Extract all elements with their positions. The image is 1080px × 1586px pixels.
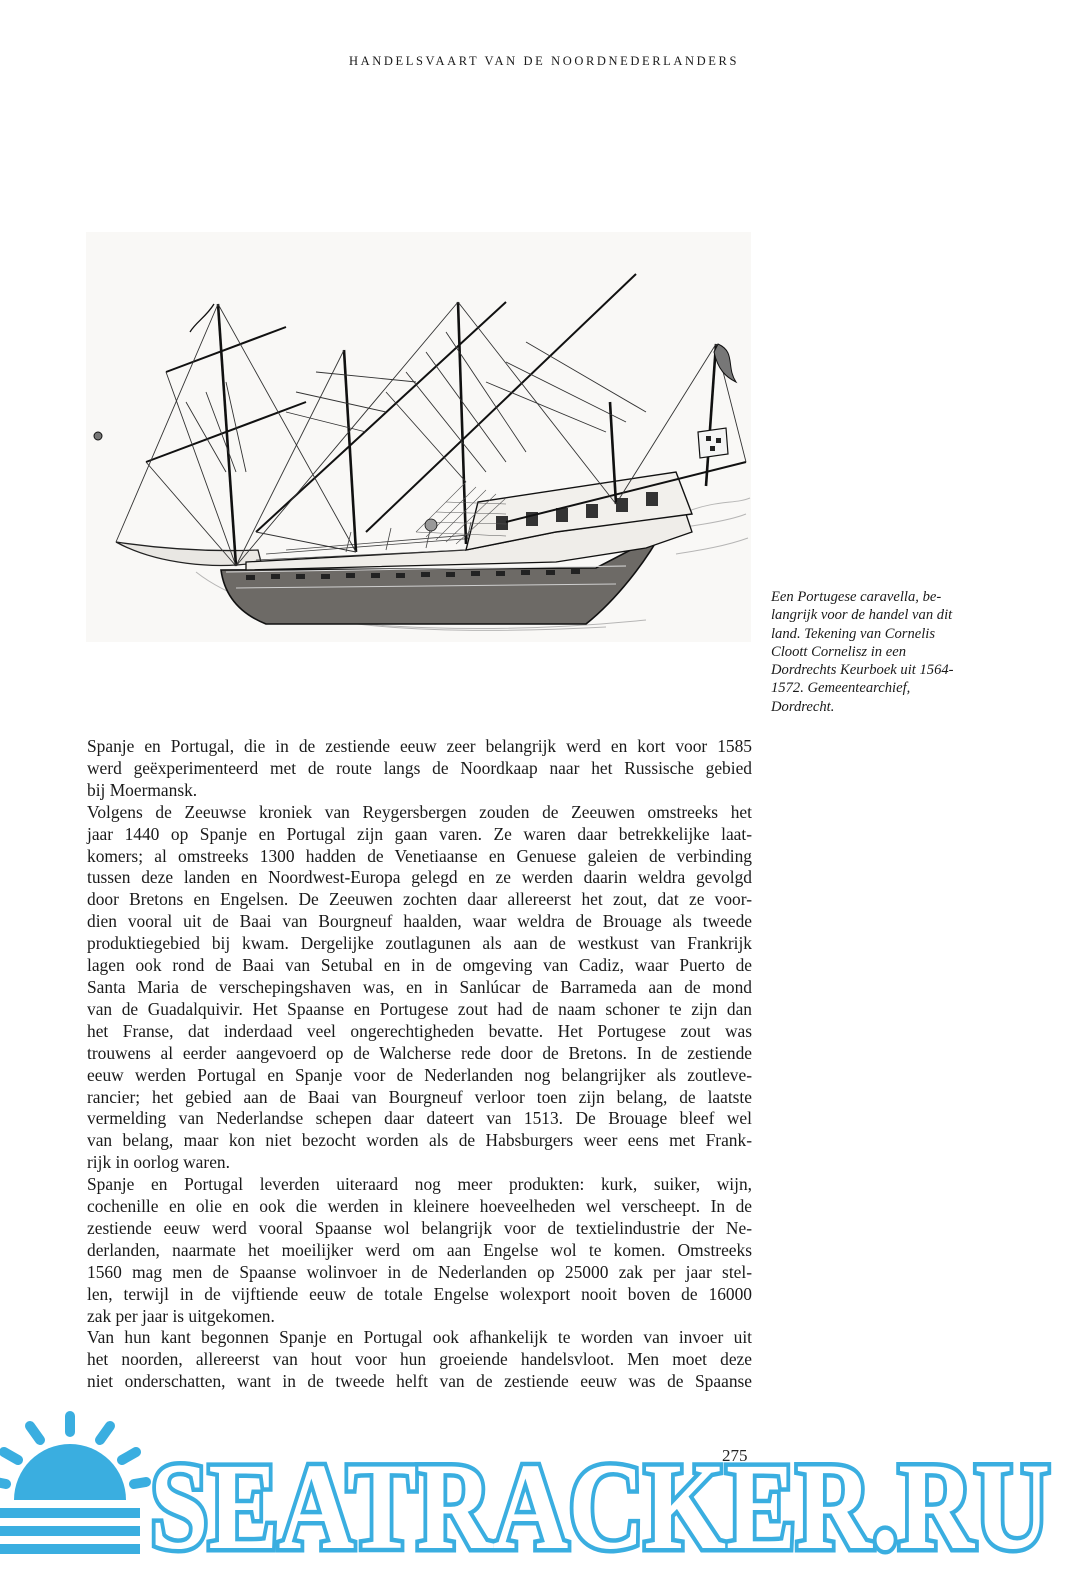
caption-line: Dordrecht. [771,698,835,715]
body-line: rancier; het gebied aan de Baai van Bourgneuf verloor toen zijn belang, de laatste [87,1086,752,1107]
body-line: komers; al omstreeks 1300 hadden de Venetiaanse en Genuese galeien de verbinding [87,845,752,866]
body-line: produktiegebied bij kwam. Dergelijke zoutlagunen als aan de westkust van Frankrijk [87,933,752,954]
body-line: van de Guadalquivir. Het Spaanse en Portugese zout had de naam schoner te zijn dan [87,998,752,1019]
body-line: lagen ook rond de Baai van Setubal en in de omgeving van Cadiz, waar Puerto de [87,955,752,976]
figure-caption [771,588,1016,716]
body-line: het Franse, dat inderdaad veel ongerechtigheden bevatte. Het Portugese zout was [87,1020,752,1041]
body-line: zestiende eeuw werd vooral Spaanse wol belangrijk voor de textielindustrie der Ne- [87,1217,752,1238]
caption-line: land. Tekening van Cornelis [771,625,936,642]
body-line: derlanden, naarmate het moeilijker werd om aan Engelse wol te komen. Omstreeks [87,1239,752,1260]
body-line: door Bretons en Engelsen. De Zeeuwen zochten daar allereerst het zout, dat ze voor- [87,889,752,910]
body-line: zak per jaar is uitgekomen. [87,1305,275,1326]
caption-line: Cloott Cornelisz in een [771,643,906,660]
page-number: 275 [722,1446,748,1465]
body-line: jaar 1440 op Spanje en Portugal zijn gaan varen. Ze waren daar betrekkelijke laat- [87,823,752,844]
body-text [87,736,752,1393]
body-line: niet onderschatten, want in de tweede helft van de zestiende eeuw was de Spaanse [87,1371,752,1392]
body-line: trouwens al eerder aangevoerd op de Walcherse rede door de Bretons. In de zestiende [87,1042,752,1063]
body-line: tussen deze landen en Noordwest-Europa gelegd en ze werden daarin weldra gevolgd [87,867,752,888]
caption-line: Dordrechts Keurboek uit 1564- [771,662,954,679]
body-line: 1560 mag men de Spaanse wolinvoer in de Nederlanden op 25000 zak per jaar stel- [87,1261,752,1282]
watermark [0,1408,1080,1586]
body-line: Spanje en Portugal leverden uiteraard nog meer produkten: kurk, suiker, wijn, [87,1174,752,1195]
caption-line: langrijk voor de handel van dit [771,607,953,624]
watermark-text: SEATRACKER.RU [150,1438,1050,1575]
running-header [0,54,1080,69]
body-line: Volgens de Zeeuwse kroniek van Reygersbergen zouden de Zeeuwen omstreeks het [87,801,752,822]
caption-line: Een Portugese caravella, be- [771,589,942,605]
body-line: dien vooral uit de Baai van Bourgneuf haalden, waar weldra de Brouage als tweede [87,911,752,932]
body-line: het noorden, allereerst van hout voor hun groeiende handelsvloot. Men moet deze [87,1349,752,1370]
caravel-ship-drawing [86,232,751,642]
caption-line: 1572. Gemeentearchief, [771,680,911,697]
body-line: len, terwijl in de vijftiende eeuw de totale Engelse wolexport nooit boven de 16000 [87,1283,752,1304]
body-line: Santa Maria de verschepingshaven was, en in Sanlúcar de Barrameda aan de mond [87,976,752,997]
body-line: werd geëxperimenteerd met de route langs de Noordkaap naar het Russische gebied [87,757,752,778]
sun-logo-icon [0,1416,146,1554]
body-line: Van hun kant begonnen Spanje en Portugal ook afhankelijk te worden van invoer uit [87,1327,752,1348]
body-line: vermelding van Nederlandse schepen daar dateert van 1513. De Brouage bleef wel [87,1108,752,1129]
body-line: Spanje en Portugal, die in de zestiende eeuw zeer belangrijk werd en kort voor 1585 [87,736,752,756]
caravel-illustration [86,232,751,642]
body-line: bij Moermansk. [87,779,198,800]
running-title: HANDELSVAART VAN DE NOORDNEDERLANDERS [348,54,740,68]
body-line: cochenille en olie en ook die werden in kleinere hoeveelheden wel verscheept. In de [87,1196,752,1217]
body-line: rijk in oorlog waren. [87,1152,230,1173]
body-line: eeuw werden Portugal en Spanje voor de Nederlanden nog belangrijker als zoutleve- [87,1064,752,1085]
body-line: van belang, maar kon niet bezocht worden als de Habsburgers weer eens met Frank- [87,1130,752,1151]
